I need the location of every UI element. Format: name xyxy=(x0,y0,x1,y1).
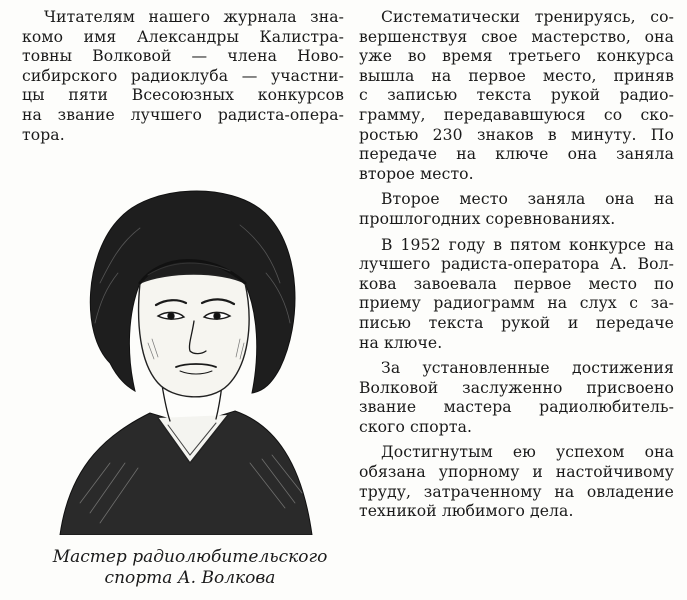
text-line: на звание лучшего радиста-опера- xyxy=(22,105,344,124)
portrait-caption xyxy=(40,547,340,589)
text-line: сибирского радиоклуба — участни- xyxy=(22,66,344,85)
text-line: товны Волковой — члена Ново- xyxy=(22,47,344,66)
portrait-drawing xyxy=(60,191,312,535)
text-line: прошлогодних соревнованиях. xyxy=(359,209,616,228)
text-line: на ключе. xyxy=(359,333,443,352)
text-line: ростью 230 знаков в минуту. По xyxy=(359,125,674,144)
text-line: уже во время третьего конкурса xyxy=(359,47,674,66)
text-line: комо имя Александры Калистра- xyxy=(22,27,344,46)
text-line: тора. xyxy=(22,125,65,144)
text-line: приему радиограмм на слух с за- xyxy=(359,294,674,313)
text-line: вершенствуя свое мастерство, она xyxy=(359,27,674,46)
caption-line: спорта А. Волкова xyxy=(104,568,276,588)
text-line: передаче на ключе она заняла xyxy=(359,145,674,164)
text-line: вышла на первое место, приняв xyxy=(359,66,674,85)
text-line: Читателям нашего журнала зна- xyxy=(44,8,344,26)
text-line: обязана упорному и настойчивому xyxy=(359,463,674,482)
paragraph xyxy=(359,359,674,437)
text-line: цы пяти Всесоюзных конкурсов xyxy=(22,86,344,105)
intro-paragraph xyxy=(22,8,344,145)
text-line: Второе место заняла она на xyxy=(381,190,674,209)
article-column-right xyxy=(359,8,674,522)
text-line: Систематически тренируясь, со- xyxy=(381,8,674,26)
text-line: звание мастера радиолюбитель- xyxy=(359,398,674,417)
text-line: В 1952 году в пятом конкурсе на xyxy=(381,235,674,254)
paragraph xyxy=(359,443,674,521)
text-line: ского спорта. xyxy=(359,417,473,436)
paragraph xyxy=(359,190,674,229)
portrait-illustration xyxy=(40,163,340,535)
text-line: труду, затраченному на овладение xyxy=(359,482,674,501)
text-line: кова завоевала первое место по xyxy=(359,274,674,293)
text-line: писью текста рукой и передаче xyxy=(359,313,674,332)
paragraph xyxy=(359,8,674,184)
text-line: Волковой заслуженно присвоено xyxy=(359,378,674,397)
text-line: За установленные достижения xyxy=(381,359,674,378)
text-line: лучшего радиста-оператора А. Вол- xyxy=(359,255,674,274)
text-line: второе место. xyxy=(359,164,474,183)
text-line: техникой любимого дела. xyxy=(359,502,574,521)
text-line: грамму, передававшуюся со ско- xyxy=(359,105,674,124)
text-line: с записью текста рукой радио- xyxy=(359,86,674,105)
paragraph xyxy=(359,236,674,354)
text-line: Достигнутым ею успехом она xyxy=(381,443,674,462)
caption-line: Мастер радиолюбительского xyxy=(52,547,328,567)
